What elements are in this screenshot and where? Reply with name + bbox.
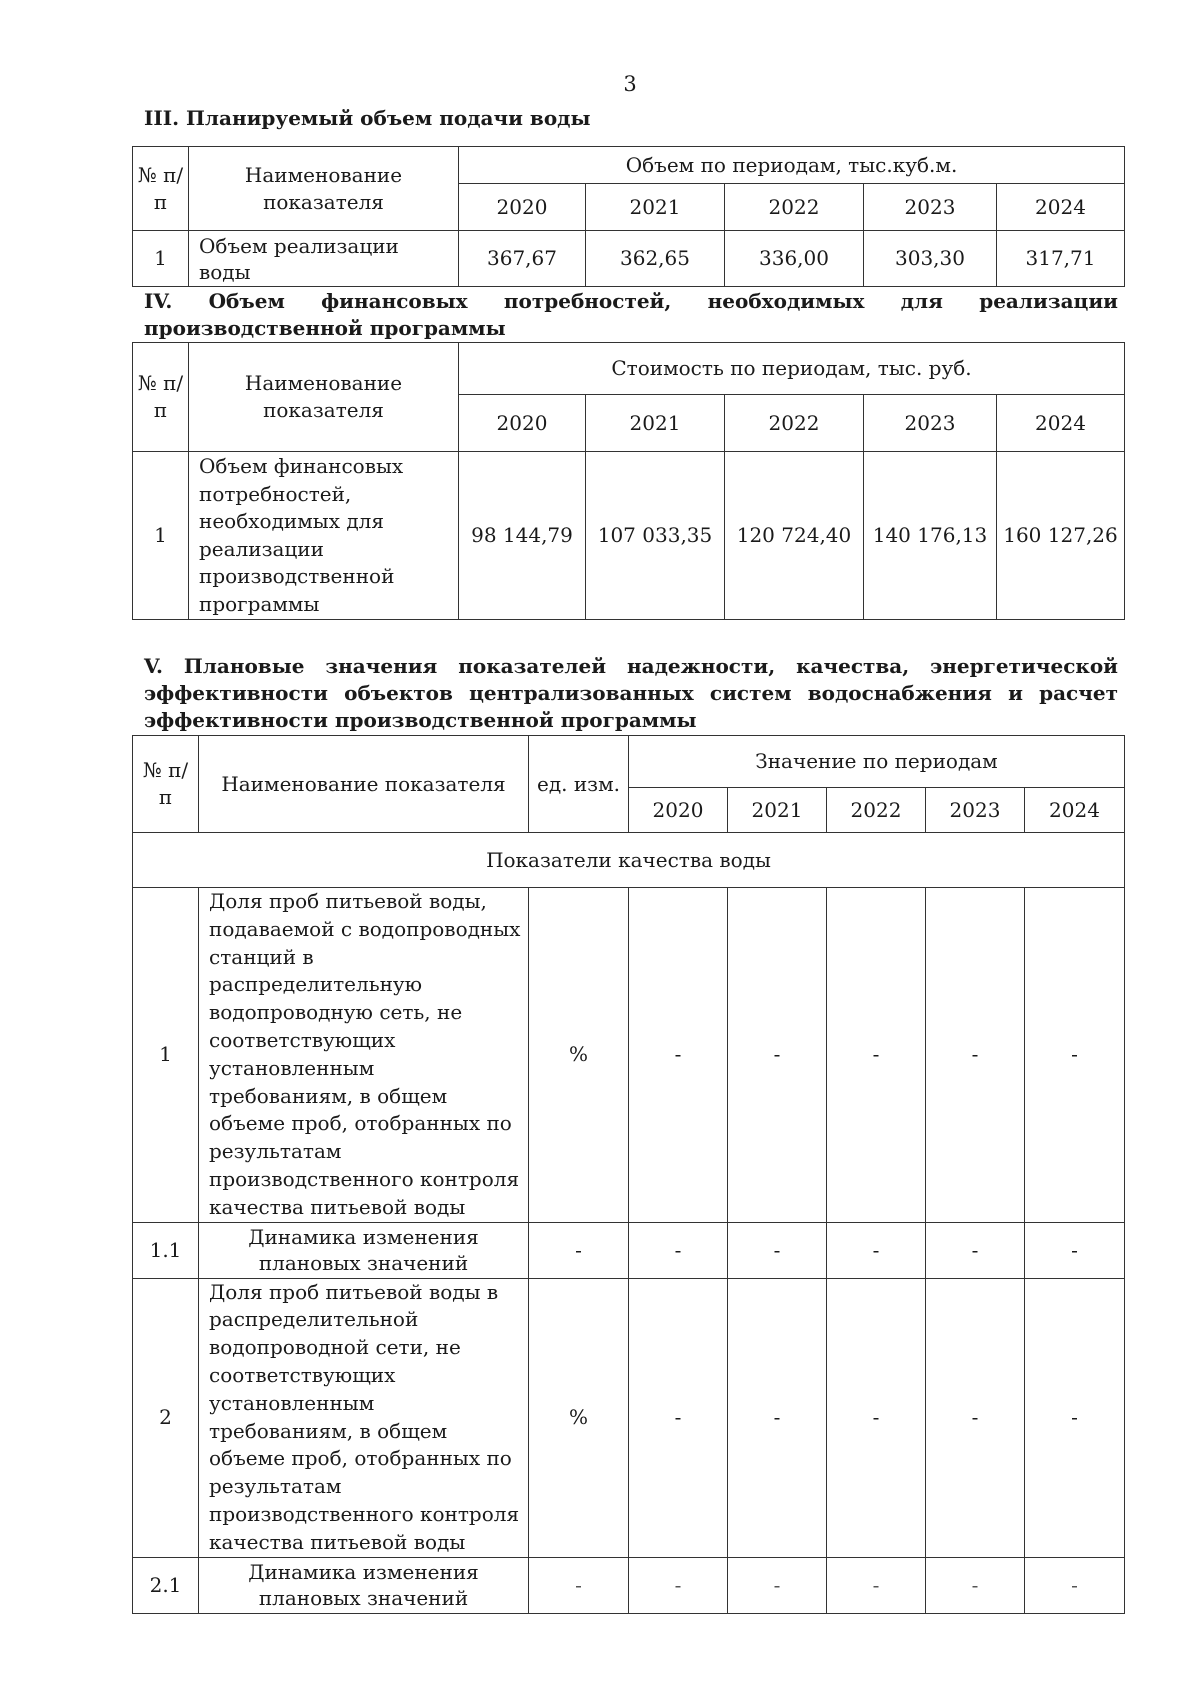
section-3-title: III. Планируемый объем подачи воды	[144, 106, 591, 130]
row-unit: -	[529, 1222, 629, 1278]
row-name: Объем реализации воды	[189, 231, 459, 287]
row-value: -	[629, 1557, 728, 1613]
row-value: -	[728, 1222, 827, 1278]
row-value: -	[728, 1557, 827, 1613]
row-value: -	[827, 1278, 926, 1557]
row-value: -	[629, 1222, 728, 1278]
row-value: -	[926, 1557, 1025, 1613]
header-year: 2021	[586, 395, 725, 452]
row-num: 1	[133, 231, 189, 287]
header-year: 2022	[725, 395, 864, 452]
table-row	[133, 1222, 1125, 1278]
header-group: Объем по периодам, тыс.куб.м.	[459, 147, 1125, 184]
header-name: Наименование показателя	[199, 736, 529, 833]
row-value: 317,71	[997, 231, 1125, 287]
header-year: 2021	[586, 184, 725, 231]
header-year: 2024	[997, 184, 1125, 231]
row-unit: %	[529, 888, 629, 1223]
row-name: Динамика изменения плановых значений	[199, 1557, 529, 1613]
header-year: 2022	[725, 184, 864, 231]
header-year: 2023	[864, 395, 997, 452]
header-num: № п/п	[133, 343, 189, 452]
table-row	[133, 231, 1125, 287]
row-value: -	[1025, 888, 1125, 1223]
row-value: -	[728, 1278, 827, 1557]
row-value: 303,30	[864, 231, 997, 287]
row-value: -	[629, 888, 728, 1223]
group-label: Показатели качества воды	[133, 833, 1125, 888]
header-year: 2020	[459, 395, 586, 452]
row-value: -	[1025, 1278, 1125, 1557]
header-year: 2023	[864, 184, 997, 231]
row-name: Динамика изменения плановых значений	[199, 1222, 529, 1278]
row-value: -	[926, 1278, 1025, 1557]
financial-needs-table	[132, 342, 1125, 620]
header-year: 2022	[827, 788, 926, 833]
row-value: -	[827, 888, 926, 1223]
row-value: -	[926, 1222, 1025, 1278]
row-value: 160 127,26	[997, 452, 1125, 620]
row-value: -	[1025, 1557, 1125, 1613]
table-row	[133, 1557, 1125, 1613]
header-year: 2020	[629, 788, 728, 833]
header-year: 2024	[997, 395, 1125, 452]
reliability-indicators-table	[132, 735, 1125, 1614]
row-value: -	[827, 1222, 926, 1278]
row-value: -	[926, 888, 1025, 1223]
row-num: 1	[133, 452, 189, 620]
header-name: Наименование показателя	[189, 343, 459, 452]
header-year: 2021	[728, 788, 827, 833]
header-num: № п/п	[133, 147, 189, 231]
row-num: 1.1	[133, 1222, 199, 1278]
row-value: 336,00	[725, 231, 864, 287]
header-name: Наименование показателя	[189, 147, 459, 231]
row-value: -	[1025, 1222, 1125, 1278]
table-row	[133, 452, 1125, 620]
row-name: Доля проб питьевой воды, подаваемой с водопроводных станций в распределительную водопроводную сеть, не соответствующих установленным требованиям, в общем объеме проб, отобранных по результатам производственного контроля качества питьевой воды	[199, 888, 529, 1223]
section-5-title: V. Плановые значения показателей надежности, качества, энергетической эффективности объектов централизованных систем водоснабжения и расчет эффективности производственной программы	[144, 654, 1118, 732]
table-row	[133, 888, 1125, 1223]
row-unit: -	[529, 1557, 629, 1613]
row-value: 362,65	[586, 231, 725, 287]
row-num: 2.1	[133, 1557, 199, 1613]
header-unit: ед. изм.	[529, 736, 629, 833]
header-group: Стоимость по периодам, тыс. руб.	[459, 343, 1125, 395]
header-year: 2024	[1025, 788, 1125, 833]
water-supply-volume-table	[132, 146, 1125, 287]
row-value: 140 176,13	[864, 452, 997, 620]
row-value: 98 144,79	[459, 452, 586, 620]
page-number: 3	[623, 72, 637, 96]
section-4-title: IV. Объем финансовых потребностей, необходимых для реализации производственной программы	[144, 289, 1118, 340]
row-unit: %	[529, 1278, 629, 1557]
row-name: Объем финансовых потребностей, необходимых для реализации производственной программы	[189, 452, 459, 620]
row-name: Доля проб питьевой воды в распределительной водопроводной сети, не соответствующих установленным требованиям, в общем объеме проб, отобранных по результатам производственного контроля качества питьевой воды	[199, 1278, 529, 1557]
row-value: -	[728, 888, 827, 1223]
row-value: -	[827, 1557, 926, 1613]
header-year: 2020	[459, 184, 586, 231]
row-value: -	[629, 1278, 728, 1557]
header-group: Значение по периодам	[629, 736, 1125, 788]
row-value: 367,67	[459, 231, 586, 287]
row-num: 2	[133, 1278, 199, 1557]
table-row	[133, 1278, 1125, 1557]
row-value: 120 724,40	[725, 452, 864, 620]
header-year: 2023	[926, 788, 1025, 833]
header-num: № п/п	[133, 736, 199, 833]
row-value: 107 033,35	[586, 452, 725, 620]
row-num: 1	[133, 888, 199, 1223]
